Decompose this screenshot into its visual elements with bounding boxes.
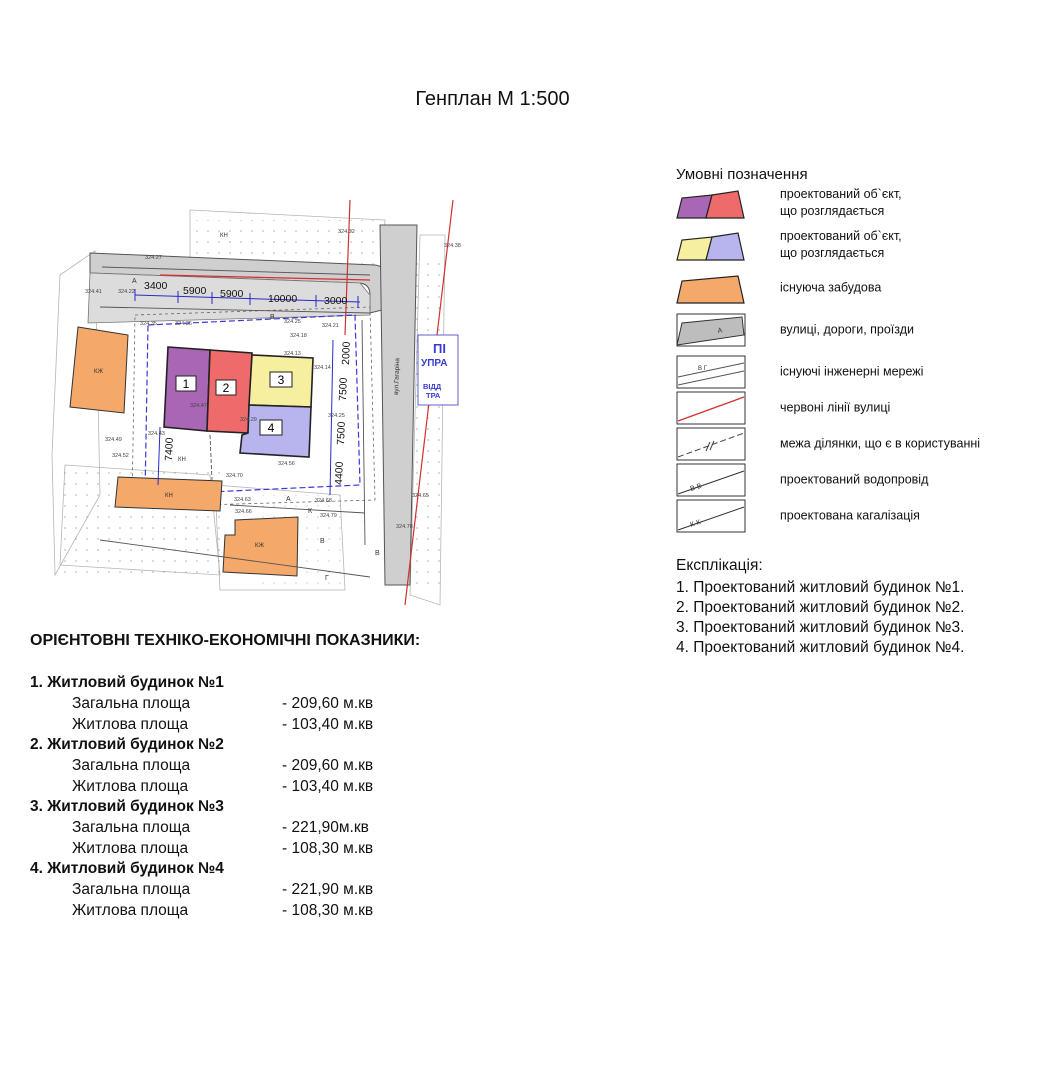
svg-text:324.21: 324.21 xyxy=(322,323,339,329)
legend-swatch-projected-2 xyxy=(676,228,746,262)
legend-swatch-sewer xyxy=(676,499,746,533)
legend-label: існуючі інженерні мережі xyxy=(780,364,924,379)
tep-key: Житлова площа xyxy=(72,777,189,795)
zone-label: А xyxy=(132,278,137,285)
svg-text:324.29: 324.29 xyxy=(240,417,257,423)
tep-value: - 108,30 м.кв xyxy=(282,901,374,919)
svg-text:324.25: 324.25 xyxy=(284,319,301,325)
partial-sign xyxy=(418,335,458,405)
explication-item: 3. Проектований житловий будинок №3. xyxy=(676,619,965,636)
tep-row xyxy=(30,777,374,799)
legend-label: існуюча забудова xyxy=(780,280,882,295)
site-plan-drawing xyxy=(40,195,480,615)
svg-text:324.63: 324.63 xyxy=(234,497,251,503)
dimension-label: 7500 xyxy=(335,421,348,446)
legend-item-red-lines xyxy=(676,391,1036,425)
svg-text:ПІ: ПІ xyxy=(433,341,446,356)
tep-row xyxy=(30,757,374,778)
building-number-4: 4 xyxy=(267,421,275,435)
dimension-label: 10000 xyxy=(268,293,298,305)
tep-row xyxy=(30,881,374,902)
building-number-1: 1 xyxy=(182,377,190,391)
legend-label: проектований об`єкт, що розглядається xyxy=(780,187,902,218)
legend-swatch-water xyxy=(676,463,746,497)
building-label-3: КЖ xyxy=(255,543,265,549)
building-number-2: 2 xyxy=(222,381,230,395)
svg-text:324.13: 324.13 xyxy=(284,351,301,357)
legend-label: проектований водопровід xyxy=(780,472,929,487)
tep-key: Загальна площа xyxy=(72,881,191,898)
legend-item-projected-1 xyxy=(676,186,1036,220)
tep-house-heading: 3. Житловий будинок №3 xyxy=(30,798,224,815)
zone-label: К xyxy=(308,508,313,515)
svg-text:324.43: 324.43 xyxy=(148,431,165,437)
building-label-4: КН xyxy=(220,233,228,239)
svg-text:324.41: 324.41 xyxy=(85,289,102,295)
tep-list xyxy=(30,674,374,922)
dimension-label: 4400 xyxy=(333,461,346,486)
dimension-label: 3400 xyxy=(144,280,168,292)
svg-text:УПРА: УПРА xyxy=(421,358,448,369)
legend-label: проектований об`єкт, що розглядається xyxy=(780,229,902,260)
legend-item-roads xyxy=(676,313,1036,347)
explication-list xyxy=(676,578,964,658)
zone-label: В xyxy=(270,314,275,321)
tep-key: Загальна площа xyxy=(72,819,191,836)
building-label-1: КЖ xyxy=(94,369,104,375)
svg-text:324.27: 324.27 xyxy=(145,255,162,261)
svg-text:ТРА: ТРА xyxy=(426,391,441,400)
svg-text:324.47: 324.47 xyxy=(190,403,207,409)
svg-text:324.38: 324.38 xyxy=(444,243,461,249)
svg-text:В Г: В Г xyxy=(698,366,707,372)
legend-swatch-existing xyxy=(676,271,746,305)
road-label: вул.Гагаріна xyxy=(393,357,402,396)
dimension-label: 7400 xyxy=(163,437,176,462)
tep-value: - 103,40 м.кв xyxy=(282,715,374,733)
dimension-label: 5900 xyxy=(220,288,244,300)
legend-label: проектована кагалізація xyxy=(780,508,920,523)
tep-key: Житлова площа xyxy=(72,839,189,857)
zone-label: Г xyxy=(325,575,329,582)
tep-house-heading: 2. Житловий будинок №2 xyxy=(30,736,224,753)
svg-text:В-В-: В-В- xyxy=(689,481,705,493)
tep-title: ОРІЄНТОВНІ ТЕХНІКО-ЕКОНОМІЧНІ ПОКАЗНИКИ: xyxy=(30,632,421,649)
explication-item: 4. Проектований житловий будинок №4. xyxy=(676,639,965,656)
svg-text:324.22: 324.22 xyxy=(118,289,135,295)
tep-row xyxy=(30,901,374,923)
svg-text:ВІДД: ВІДД xyxy=(423,382,442,391)
legend-label: червоні лінії вулиці xyxy=(780,400,891,415)
legend-swatch-networks xyxy=(676,355,746,389)
svg-text:324.18: 324.18 xyxy=(290,333,307,339)
tep-house-heading: 1. Житловий будинок №1 xyxy=(30,674,224,691)
legend-item-water xyxy=(676,463,1036,497)
legend-item-projected-2 xyxy=(676,228,1036,262)
tep-key: Загальна площа xyxy=(72,695,191,712)
building-number-3: 3 xyxy=(277,373,285,387)
tep-value: - 209,60 м.кв xyxy=(282,695,374,712)
projected-buildings xyxy=(164,347,313,457)
legend-label: вулиці, дороги, проїзди xyxy=(780,322,915,337)
legend-item-sewer xyxy=(676,499,1036,533)
svg-text:324.56: 324.56 xyxy=(278,461,295,467)
building-label-5: КН xyxy=(178,457,186,463)
legend-swatch-roads xyxy=(676,313,746,347)
tep-value: - 221,90 м.кв xyxy=(282,881,374,898)
legend-title: Умовні позначення xyxy=(676,166,808,183)
explication-item: 2. Проектований житловий будинок №2. xyxy=(676,599,965,616)
svg-text:324.52: 324.52 xyxy=(112,453,129,459)
svg-text:324.32: 324.32 xyxy=(338,229,355,235)
tep-row xyxy=(30,839,374,861)
legend-item-existing xyxy=(676,271,1036,305)
explication-title: Експлікація: xyxy=(676,557,763,574)
svg-text:А: А xyxy=(717,327,723,335)
tep-value: - 103,40 м.кв xyxy=(282,777,374,795)
dimension-label: 7500 xyxy=(337,377,350,402)
zone-label: В xyxy=(375,550,380,557)
svg-text:324.14: 324.14 xyxy=(314,365,331,371)
svg-text:324.36: 324.36 xyxy=(175,321,192,327)
tep-key: Житлова площа xyxy=(72,901,189,919)
dimension-label: 3000 xyxy=(324,295,348,307)
svg-text:324.66: 324.66 xyxy=(235,509,252,515)
tep-house-heading: 4. Житловий будинок №4 xyxy=(30,860,224,877)
tep-row xyxy=(30,695,374,716)
legend-item-networks xyxy=(676,355,1036,389)
svg-text:324.79: 324.79 xyxy=(320,513,337,519)
explication-item: 1. Проектований житловий будинок №1. xyxy=(676,579,965,596)
page-title: Генплан М 1:500 xyxy=(415,88,570,110)
zone-label: В xyxy=(320,538,325,545)
svg-text:324.49: 324.49 xyxy=(105,437,122,443)
tep-row xyxy=(30,715,374,737)
dimension-label: 5900 xyxy=(183,285,207,297)
tep-value: - 221,90м.кв xyxy=(282,819,369,836)
tep-value: - 108,30 м.кв xyxy=(282,839,374,857)
tep-value: - 209,60 м.кв xyxy=(282,757,374,774)
zone-label: А xyxy=(286,496,291,503)
svg-text:К-К-: К-К- xyxy=(689,518,704,529)
tep-key: Загальна площа xyxy=(72,757,191,774)
svg-text:324.25: 324.25 xyxy=(328,413,345,419)
svg-text:324.65: 324.65 xyxy=(412,493,429,499)
legend-swatch-red-lines xyxy=(676,391,746,425)
legend-item-site-boundary xyxy=(676,427,1036,461)
legend-label: межа ділянки, що є в користуванні xyxy=(780,436,981,451)
svg-text:324.78: 324.78 xyxy=(396,524,413,530)
tep-row xyxy=(30,819,369,840)
svg-text:324.68: 324.68 xyxy=(315,498,332,504)
building-label-2: КН xyxy=(165,493,173,499)
svg-text:324.35: 324.35 xyxy=(140,321,157,327)
dimension-label: 2000 xyxy=(340,341,353,366)
legend-swatch-projected-1 xyxy=(676,186,746,220)
tep-key: Житлова площа xyxy=(72,715,189,733)
svg-text:324.70: 324.70 xyxy=(226,473,243,479)
legend-swatch-site-boundary xyxy=(676,427,746,461)
